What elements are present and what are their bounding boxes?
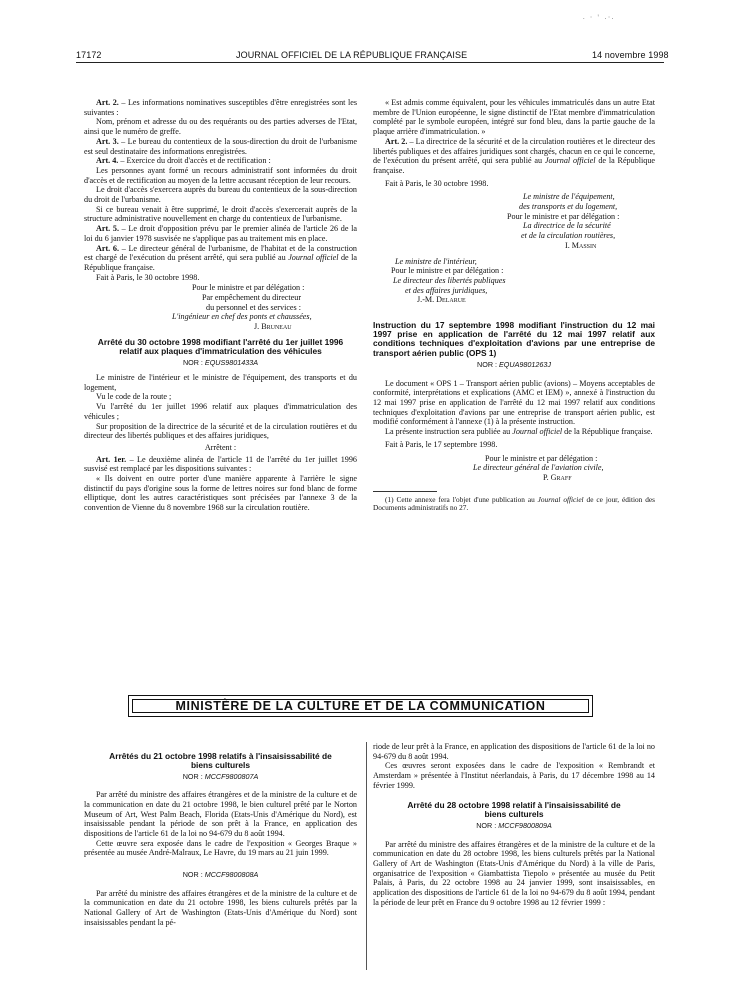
issue-date: 14 novembre 1998	[592, 50, 669, 60]
article-text: de la République française.	[373, 156, 655, 175]
article-4	[84, 156, 357, 166]
text: de la République française.	[562, 427, 653, 437]
decree-title: Arrêtés du 21 octobre 1998 relatifs à l'insaisissabilité de biens culturels	[109, 751, 332, 771]
signature-line: Le directeur des libertés publiques	[393, 275, 506, 285]
corner-marks: . · ' .·.	[582, 14, 615, 21]
journal-ref: Journal officiel	[544, 156, 596, 166]
signatory-name: J.-M. Delarue	[417, 295, 466, 305]
signature-line: Pour le ministre et par délégation :	[391, 266, 504, 276]
right-column	[373, 98, 655, 513]
article-label: Art. 5.	[96, 224, 119, 234]
signatory-name: P. Graff	[543, 472, 572, 482]
done-at: Fait à Paris, le 30 octobre 1998.	[96, 272, 200, 282]
paragraph: Par arrêté du ministre des affaires étrangères et de la ministre de la culture et de la communication en date du 21 octobre 1998, les biens culturels prêtés par la National Gallery of Art de Washington (Etats-Unis d'Amérique du Nord) sont insaisissables pendant la pé-	[84, 888, 357, 927]
article-2	[373, 137, 655, 176]
article-label: Art. 2.	[96, 98, 119, 107]
signatory-name: I. Massin	[565, 240, 597, 250]
nor-value: MCCF9800809A	[498, 820, 552, 830]
article-text: – La directrice de la sécurité et de la circulation routières et le directeur des libertés publiques et des affaires juridiques sont chargés, chacun en ce qui le concerne, de l'exécution du présent arrêté, qui sera publié au	[373, 136, 655, 166]
paragraph: Le droit d'accès s'exercera auprès du bureau du contentieux de la sous-direction du droit de l'urbanisme.	[84, 185, 357, 205]
article-3	[84, 137, 357, 156]
footnote	[373, 496, 655, 513]
journal-ref: Journal officiel	[512, 427, 563, 437]
paragraph: Le document « OPS 1 – Transport aérien public (avions) – Moyens acceptables de conformité, interprétations et explications (AMC et IEM) », annexé à l'instruction du 12 mai 1997 prise en application de l'arrêté du 12 mai 1997 relatif aux conditions techniques d'exploitation d'avions par une entreprise de transport aérien public, est modifié conformément à l'annexe (1) à la présente instruction.	[373, 378, 655, 427]
paragraph: Sur proposition de la directrice de la sécurité et de la circulation routières et du directeur des libertés publiques et des affaires juridiques,	[84, 421, 357, 441]
signature-line: Par empêchement du directeur	[202, 293, 302, 303]
signature-line: Pour le ministre et par délégation :	[507, 211, 620, 221]
article-label: Art. 4.	[96, 156, 119, 166]
arretent: Arrêtent :	[204, 442, 237, 452]
signature-line: Pour le ministre et par délégation :	[192, 283, 305, 293]
article-text: – Le directeur général de l'urbanisme, de l'habitat et de la construction est chargé de l'exécution du présent arrêté, qui sera publié au	[84, 243, 357, 263]
paragraph: Vu l'arrêté du 1er juillet 1996 relatif aux plaques d'immatriculation des véhicules ;	[84, 402, 357, 421]
signature-line: des transports et du logement,	[519, 202, 618, 212]
nor-value: MCCF9800808A	[204, 870, 259, 880]
journal-ref: Journal officiel	[537, 494, 584, 504]
signature-line: Le ministre de l'équipement,	[523, 192, 615, 202]
bottom-left-column	[84, 752, 357, 928]
nor-value: MCCF9800807A	[204, 772, 259, 782]
article-text: – Le bureau du contentieux de la sous-direction du droit de l'urbanisme est seul destinataire des informations enregistrées.	[84, 136, 357, 156]
text: (1) Cette annexe fera l'objet d'une publication au	[385, 494, 538, 504]
nor-label: NOR :	[182, 358, 205, 368]
paragraph: Le ministre de l'intérieur et le ministre de l'équipement, des transports et du logement,	[84, 372, 357, 392]
bottom-right-column	[373, 742, 655, 908]
paragraph: Vu le code de la route ;	[96, 392, 172, 402]
article-text: – Les informations nominatives susceptibles d'être enregistrées sont les suivantes :	[84, 98, 357, 117]
done-at: Fait à Paris, le 17 septembre 1998.	[385, 439, 498, 449]
signature-block	[172, 283, 357, 332]
page-number: 17172	[76, 50, 102, 60]
ministry-banner	[128, 695, 593, 717]
paragraph: Cette œuvre sera exposée dans le cadre de l'exposition « Georges Braque » présentée au musée André-Malraux, Le Havre, du 19 mars au 21 juin 1999.	[84, 838, 357, 858]
paragraph: Par arrêté du ministre des affaires étrangères et de la ministre de la culture et de la communication en date du 28 octobre 1998, les biens culturels prêtés par la National Gallery of Art de Washington (Etats-Unis d'Amérique du Nord) à la ville de Paris, organisatrice de l'exposition « Giambattista Tiepolo » présentée au musée du Petit Palais, à Paris, du 22 octobre 1998 au 24 janvier 1999, sont insaisissables, en application des dispositions de l'article 61 de la loi no 94-679 du 8 août 1994, pendant la période de leur prêt en France du 9 octobre 1998 au 12 février 1999 :	[373, 839, 655, 907]
article-text: – Le droit d'opposition prévu par le premier alinéa de l'article 26 de la loi du 6 janvier 1978 susvisée ne s'applique pas au traitement mis en place.	[84, 224, 357, 243]
left-column	[84, 98, 357, 513]
article-label: Art. 6.	[96, 243, 119, 253]
article-text: – Exercice du droit d'accès et de rectification :	[118, 156, 271, 166]
signature-line: et des affaires juridiques,	[405, 285, 488, 295]
article-label: Art. 1er.	[96, 454, 127, 464]
signature-line: Pour le ministre et par délégation :	[485, 453, 598, 463]
journal-title: JOURNAL OFFICIEL DE LA RÉPUBLIQUE FRANÇAISE	[236, 50, 468, 60]
signature-line: L'ingénieur en chef des ponts et chaussées,	[172, 312, 312, 322]
nor-value: EQUS9801433A	[204, 358, 259, 368]
text: La présente instruction sera publiée au	[385, 427, 513, 437]
article-label: Art. 2.	[385, 136, 408, 146]
paragraph: Nom, prénom et adresse du ou des requérants ou des parties adverses de l'Etat, ainsi que le numéro de greffe.	[84, 117, 357, 137]
signature-block	[507, 192, 655, 250]
nor-label: NOR :	[477, 359, 499, 369]
nor-code	[373, 360, 655, 370]
footnote-rule	[373, 491, 437, 492]
nor-label: NOR :	[476, 820, 499, 830]
paragraph: riode de leur prêt à la France, en application des dispositions de l'article 61 de la loi no 94-679 du 8 août 1994.	[373, 742, 655, 761]
signature-block	[473, 453, 655, 483]
decree-title: Arrêté du 28 octobre 1998 relatif à l'insaisissabilité de biens culturels	[407, 799, 621, 819]
column-rule	[366, 742, 367, 970]
done-at: Fait à Paris, le 30 octobre 1998.	[385, 178, 489, 188]
signature-line: Le ministre de l'intérieur,	[395, 256, 477, 266]
paragraph: « Est admis comme équivalent, pour les véhicules immatriculés dans un autre Etat membre de l'Union européenne, le signe distinctif de l'Etat membre d'immatriculation complété par le symbole européen, intégré sur fond bleu, dans la partie gauche de la plaque arrière d'immatriculation. »	[373, 98, 655, 137]
signature-line: et de la circulation routières,	[521, 231, 616, 241]
signature-line: du personnel et des services :	[206, 302, 301, 312]
nor-value: EQUA9801263J	[499, 359, 551, 369]
paragraph: « Ils doivent en outre porter d'une manière apparente à l'arrière le signe distinctif du pays d'origine sous la forme de lettres noires sur fond blanc de forme elliptique, dont les autres caractéristiques sont précisées par l'annexe 3 de la convention de Vienne du 8 novembre 1968 sur la circulation routière.	[84, 474, 357, 513]
nor-code	[84, 358, 357, 368]
decree-title: Arrêté du 30 octobre 1998 modifiant l'arrêté du 1er juillet 1996 relatif aux plaques d'immatriculation des véhicules	[97, 336, 344, 357]
article-2	[84, 98, 357, 117]
article-text: de la République française.	[84, 253, 357, 272]
paragraph: Si ce bureau venait à être supprimé, le droit d'accès s'exercerait auprès de la structure administrative nouvellement en charge du contentieux de l'urbanisme.	[84, 204, 357, 224]
paragraph: Par arrêté du ministre des affaires étrangères et de la ministre de la culture et de la communication en date du 21 octobre 1998, le bien culturel prêté par le Norton Museum of Art, West Palm Beach, Florida (Etats-Unis d'Amérique du Nord), est insaisissable pendant la période de son prêt à la France, en application des dispositions de l'article 61 de la loi no 94-679 du 8 août 1994.	[84, 790, 357, 838]
paragraph: Ces œuvres seront exposées dans le cadre de l'exposition « Rembrandt et Amsterdam » présentée à l'Institut néerlandais, à Paris, du 17 décembre 1998 au 14 février 1999.	[373, 761, 655, 790]
signature-line: La directrice de la sécurité	[523, 221, 611, 231]
journal-ref: Journal officiel	[288, 253, 339, 263]
article-text: – Le deuxième alinéa de l'article 11 de l'arrêté du 1er juillet 1996 susvisé est remplacé par les dispositions suivantes :	[84, 454, 357, 474]
paragraph: Les personnes ayant formé un recours administratif sont informées du droit d'accès et de rectification au moyen de la lettre accusant réception de leur recours.	[84, 165, 357, 185]
signatory-name: J. Bruneau	[254, 322, 292, 332]
signature-block	[391, 257, 655, 306]
article-1	[84, 455, 357, 474]
text: de ce jour, édition des Documents administratifs no 27.	[373, 494, 655, 513]
article-label: Art. 3.	[96, 136, 119, 146]
article-5	[84, 224, 357, 243]
nor-label: NOR :	[182, 772, 205, 782]
nor-code	[373, 821, 655, 831]
ministry-banner-text: MINISTÈRE DE LA CULTURE ET DE LA COMMUNICATION	[132, 699, 589, 713]
paragraph	[373, 427, 655, 437]
nor-code	[84, 772, 357, 782]
header-rule	[76, 62, 664, 63]
instruction-title: Instruction du 17 septembre 1998 modifiant l'instruction du 12 mai 1997 prise en application de l'arrêté du 12 mai 1997 relatif aux conditions techniques d'exploitation d'avions par une entreprise de transport aérien public (OPS 1)	[373, 320, 655, 358]
article-6	[84, 244, 357, 273]
signature-line: Le directeur général de l'aviation civile,	[473, 463, 604, 473]
nor-label: NOR :	[182, 870, 205, 880]
nor-code	[84, 870, 357, 880]
